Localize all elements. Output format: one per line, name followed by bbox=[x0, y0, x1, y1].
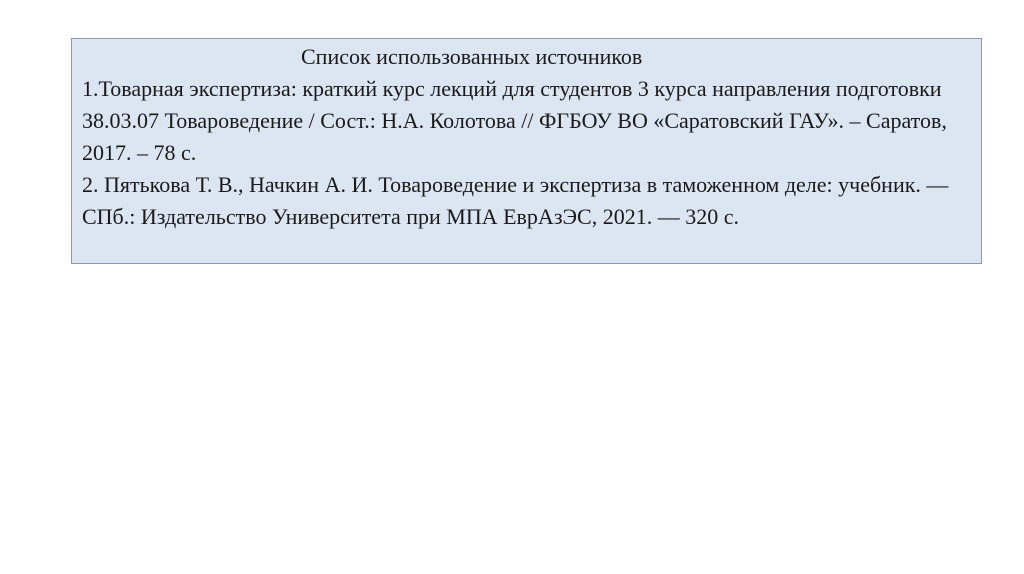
reference-item-1: 1.Товарная экспертиза: краткий курс лекций для студентов 3 курса направления подготовки 38.03.07 Товароведение / Сост.: Н.А. Колотова // ФГБОУ ВО «Саратовский ГАУ». – Саратов, 2017. – 78 с. bbox=[82, 76, 947, 165]
references-title: Список использованных источников bbox=[301, 44, 643, 69]
reference-item-2: 2. Пятькова Т. В., Начкин А. И. Товароведение и экспертиза в таможенном деле: учебник. — СПб.: Издательство Университета при МПА ЕврАзЭС, 2021. — 320 с. bbox=[82, 172, 949, 229]
references-box bbox=[71, 38, 982, 264]
